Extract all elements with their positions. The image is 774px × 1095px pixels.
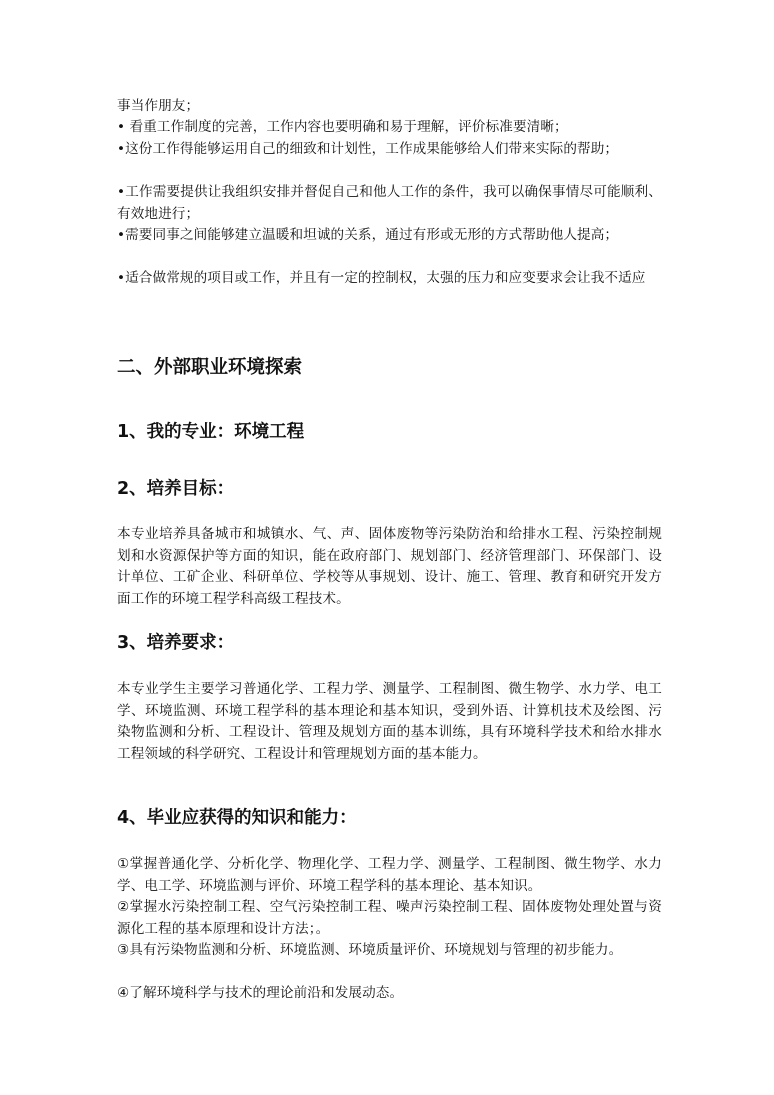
major-heading: 1、我的专业：环境工程: [117, 422, 305, 442]
requirement-paragraph: 本专业学生主要学习普通化学、工程力学、测量学、工程制图、微生物学、水力学、电工学、环境监测、环境工程学科的基本理论和基本知识，受到外语、计算机技术及绘图、污染物监测和分析、工程设计、管理及规划方面的基本训练，具有环境科学技术和给水排水工程领域的科学研究、工程设计和管理规划方面的基本能力。: [117, 681, 662, 762]
requirement-heading: 3、培养要求：: [117, 633, 235, 653]
intro-line: 事当作朋友；: [117, 98, 200, 114]
ability-heading: 4、毕业应获得的知识和能力：: [117, 808, 357, 828]
bullet-item: •工作需要提供让我组织安排并督促自己和他人工作的条件，我可以确保事情尽可能顺利、有效地进行；: [117, 184, 662, 222]
goal-heading: 2、培养目标：: [117, 479, 235, 499]
section-title: 二、外部职业环境探索: [117, 357, 303, 378]
ability-item: ①掌握普通化学、分析化学、物理化学、工程力学、测量学、工程制图、微生物学、水力学、电工学、环境监测与评价、环境工程学科的基本理论、基本知识。: [117, 856, 662, 894]
bullet-item: •需要同事之间能够建立温暖和坦诚的关系，通过有形或无形的方式帮助他人提高；: [117, 227, 619, 243]
bullet-item: • 看重工作制度的完善，工作内容也要明确和易于理解，评价标准要清晰；: [117, 119, 568, 135]
ability-item: ③具有污染物监测和分析、环境监测、环境质量评价、环境规划与管理的初步能力。: [117, 942, 623, 958]
ability-item: ④了解环境科学与技术的理论前沿和发展动态。: [117, 985, 404, 1001]
ability-item: ②掌握水污染控制工程、空气污染控制工程、噪声污染控制工程、固体废物处理处置与资源化工程的基本原理和设计方法；。: [117, 899, 662, 937]
bullet-item: •适合做常规的项目或工作，并且有一定的控制权，太强的压力和应变要求会让我不适应: [117, 270, 646, 286]
goal-paragraph: 本专业培养具备城市和城镇水、气、声、固体废物等污染防治和给排水工程、污染控制规划和水资源保护等方面的知识，能在政府部门、规划部门、经济管理部门、环保部门、设计单位、工矿企业、科研单位、学校等从事规划、设计、施工、管理、教育和研究开发方面工作的环境工程学科高级工程技术。: [117, 526, 662, 607]
bullet-item: •这份工作得能够运用自己的细致和计划性，工作成果能够给人们带来实际的帮助；: [117, 141, 619, 157]
